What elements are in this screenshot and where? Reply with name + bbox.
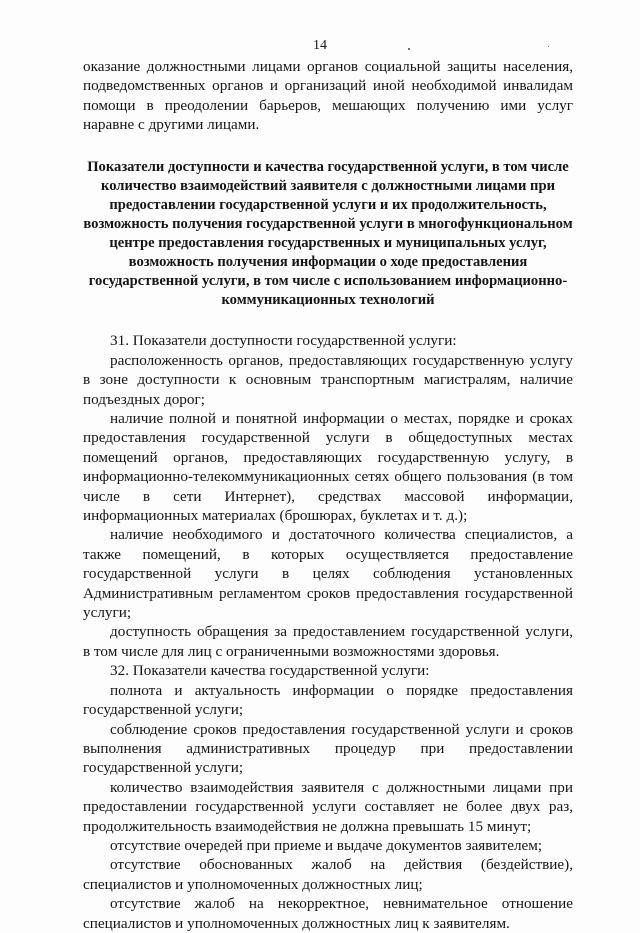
paragraph-staff: наличие необходимого и достаточного количества специалистов, а также помещений, в которых осуществляется предоставление государственной услуги в целях соблюдения установленных Административным регламентом сроков предоставления государственной услуги; [83,526,573,622]
paragraph-information: наличие полной и понятной информации о местах, порядке и сроках предоставления государственной услуги в общедоступных местах помещений органов, предоставляющих государственную услугу, в информационно-телекоммуникационных сетях общего пользования (в том числе в сети Интернет), средствах массовой информации, информационных материалах (брошюрах, буклетах и т. д.); [83,410,573,525]
scan-speck [408,48,410,50]
paragraph-completeness: полнота и актуальность информации о порядке предоставления государственной услуги; [83,681,573,719]
paragraph-complaints: отсутствие обоснованных жалоб на действия (бездействие), специалистов и уполномоченных должностных лиц; [83,856,573,893]
paragraph-queues: отсутствие очередей при приеме и выдаче документов заявителем; [110,836,543,854]
scan-speck [548,46,549,47]
section-heading: Показатели доступности и качества государственной услуги, в том числе количество взаимодействий заявителя с должностными лицами при предоставлении государственной услуги и их продолжительность, возможность получения государственной услуги в многофункциональном центре предоставления государственных и муниципальных услуг, возможность получения информации о ходе предоставления государственной услуги, в том числе с использованием информационно-коммуникационных технологий [83,158,573,309]
intro-paragraph: оказание должностными лицами органов социальной защиты населения, подведомственных органов и организаций иной необходимой инвалидам помощи в преодолении барьеров, мешающих получению ими услуг наравне с другими лицами. [83,58,573,134]
paragraph-location: расположенность органов, предоставляющих государственную услугу в зоне доступности к основным транспортным магистралям, наличие подъездных дорог; [83,351,573,408]
document-body [83,57,573,933]
paragraph-deadlines: соблюдение сроков предоставления государственной услуги и сроков выполнения административных процедур при предоставлении государственной услуги; [83,720,573,777]
paragraph-accessibility: доступность обращения за предоставлением государственной услуги, в том числе для лиц с ограниченными возможностями здоровья. [83,623,573,660]
paragraph-31-title: 31. Показатели доступности государственной услуги: [110,332,457,350]
paragraph-32-title: 32. Показатели качества государственной услуги: [110,662,430,680]
paragraph-interactions: количество взаимодействия заявителя с должностными лицами при предоставлении государственной услуги составляет не более двух раз, продолжительность взаимодействия не должна превышать 15 минут; [83,778,573,835]
paragraph-attitude: отсутствие жалоб на некорректное, невнимательное отношение специалистов и уполномоченных должностных лиц к заявителям. [83,895,573,932]
page-number: 14 [313,38,327,53]
